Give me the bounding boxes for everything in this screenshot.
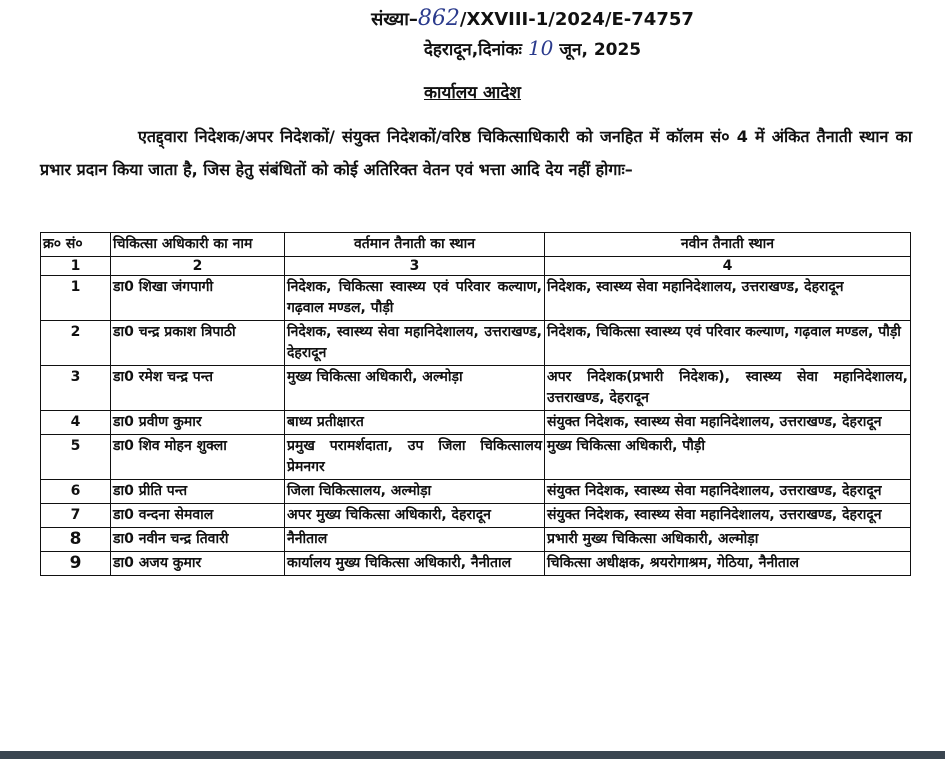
table-row: [41, 321, 911, 366]
table-row: [41, 411, 911, 435]
reference-suffix: /XXVIII-1/2024/E-74757: [459, 9, 694, 30]
row-current-posting: बाध्य प्रतीक्षारत: [285, 411, 545, 435]
row-current-posting: मुख्य चिकित्सा अधिकारी, अल्मोड़ा: [285, 366, 545, 411]
header-new-posting: नवीन तैनाती स्थान: [545, 233, 911, 257]
table-row: [41, 276, 911, 321]
order-title-text: कार्यालय आदेश: [424, 83, 521, 103]
row-serial: 2: [41, 321, 111, 366]
row-new-posting: संयुक्त निदेशक, स्वास्थ्य सेवा महानिदेशालय, उत्तराखण्ड, देहरादून: [545, 504, 911, 528]
row-current-posting: निदेशक, स्वास्थ्य सेवा महानिदेशालय, उत्तराखण्ड, देहरादून: [285, 321, 545, 366]
bottom-edge-strip: [0, 751, 945, 759]
row-officer-name: डा0 प्रीति पन्त: [111, 480, 285, 504]
row-serial: 4: [41, 411, 111, 435]
row-current-posting: जिला चिकित्सालय, अल्मोड़ा: [285, 480, 545, 504]
date-prefix: देहरादून,दिनांकः: [423, 40, 522, 60]
table-header-row: [41, 233, 911, 257]
row-officer-name: डा0 रमेश चन्द्र पन्त: [111, 366, 285, 411]
row-officer-name: डा0 प्रवीण कुमार: [111, 411, 285, 435]
handwritten-date-day: 10: [527, 36, 554, 60]
row-current-posting: अपर मुख्य चिकित्सा अधिकारी, देहरादून: [285, 504, 545, 528]
table-row: [41, 435, 911, 480]
row-officer-name: डा0 नवीन चन्द्र तिवारी: [111, 528, 285, 552]
row-serial: 9: [41, 552, 111, 576]
row-current-posting: प्रमुख परामर्शदाता, उप जिला चिकित्सालय प्रेमनगर: [285, 435, 545, 480]
row-serial: 6: [41, 480, 111, 504]
table-row: [41, 504, 911, 528]
column-number: 2: [111, 257, 285, 276]
table-row: [41, 528, 911, 552]
row-officer-name: डा0 चन्द्र प्रकाश त्रिपाठी: [111, 321, 285, 366]
column-number: 1: [41, 257, 111, 276]
reference-prefix: संख्या–: [371, 9, 418, 30]
date-suffix: जून, 2025: [559, 40, 642, 60]
table-row: [41, 552, 911, 576]
header-serial: क्र० सं०: [41, 233, 111, 257]
row-new-posting: प्रभारी मुख्य चिकित्सा अधिकारी, अल्मोड़ा: [545, 528, 911, 552]
order-date: [120, 36, 945, 60]
table-column-number-row: [41, 257, 911, 276]
row-new-posting: संयुक्त निदेशक, स्वास्थ्य सेवा महानिदेशालय, उत्तराखण्ड, देहरादून: [545, 480, 911, 504]
column-number: 4: [545, 257, 911, 276]
row-serial: 1: [41, 276, 111, 321]
row-officer-name: डा0 शिव मोहन शुक्ला: [111, 435, 285, 480]
row-serial: 5: [41, 435, 111, 480]
row-serial: 3: [41, 366, 111, 411]
row-current-posting: कार्यालय मुख्य चिकित्सा अधिकारी, नैनीताल: [285, 552, 545, 576]
row-new-posting: संयुक्त निदेशक, स्वास्थ्य सेवा महानिदेशालय, उत्तराखण्ड, देहरादून: [545, 411, 911, 435]
reference-number: [120, 6, 945, 31]
row-current-posting: नैनीताल: [285, 528, 545, 552]
row-officer-name: डा0 अजय कुमार: [111, 552, 285, 576]
row-new-posting: निदेशक, चिकित्सा स्वास्थ्य एवं परिवार कल्याण, गढ़वाल मण्डल, पौड़ी: [545, 321, 911, 366]
handwritten-reference-number: 862: [417, 6, 460, 31]
table-row: [41, 366, 911, 411]
column-number: 3: [285, 257, 545, 276]
header-officer-name: चिकित्सा अधिकारी का नाम: [111, 233, 285, 257]
row-new-posting: चिकित्सा अधीक्षक, श्रयरोगाश्रम, गेठिया, नैनीताल: [545, 552, 911, 576]
row-officer-name: डा0 शिखा जंगपागी: [111, 276, 285, 321]
row-new-posting: निदेशक, स्वास्थ्य सेवा महानिदेशालय, उत्तराखण्ड, देहरादून: [545, 276, 911, 321]
row-new-posting: अपर निदेशक(प्रभारी निदेशक), स्वास्थ्य सेवा महानिदेशालय, उत्तराखण्ड, देहरादून: [545, 366, 911, 411]
posting-table: [40, 232, 911, 576]
row-serial: 8: [41, 528, 111, 552]
order-title: [0, 80, 945, 103]
row-new-posting: मुख्य चिकित्सा अधिकारी, पौड़ी: [545, 435, 911, 480]
row-officer-name: डा0 वन्दना सेमवाल: [111, 504, 285, 528]
intro-paragraph: एतद्द्वारा निदेशक/अपर निदेशकों/ संयुक्त निदेशकों/वरिष्ठ चिकित्साधिकारी को जनहित में कॉलम सं० 4 में अंकित तैनाती स्थान का प्रभार प्रदान किया जाता है, जिस हेतु संबंधितों को कोई अतिरिक्त वेतन एवं भत्ता आदि देय नहीं होगाः–: [40, 127, 912, 179]
header-current-posting: वर्तमान तैनाती का स्थान: [285, 233, 545, 257]
row-current-posting: निदेशक, चिकित्सा स्वास्थ्य एवं परिवार कल्याण, गढ़वाल मण्डल, पौड़ी: [285, 276, 545, 321]
row-serial: 7: [41, 504, 111, 528]
table-row: [41, 480, 911, 504]
